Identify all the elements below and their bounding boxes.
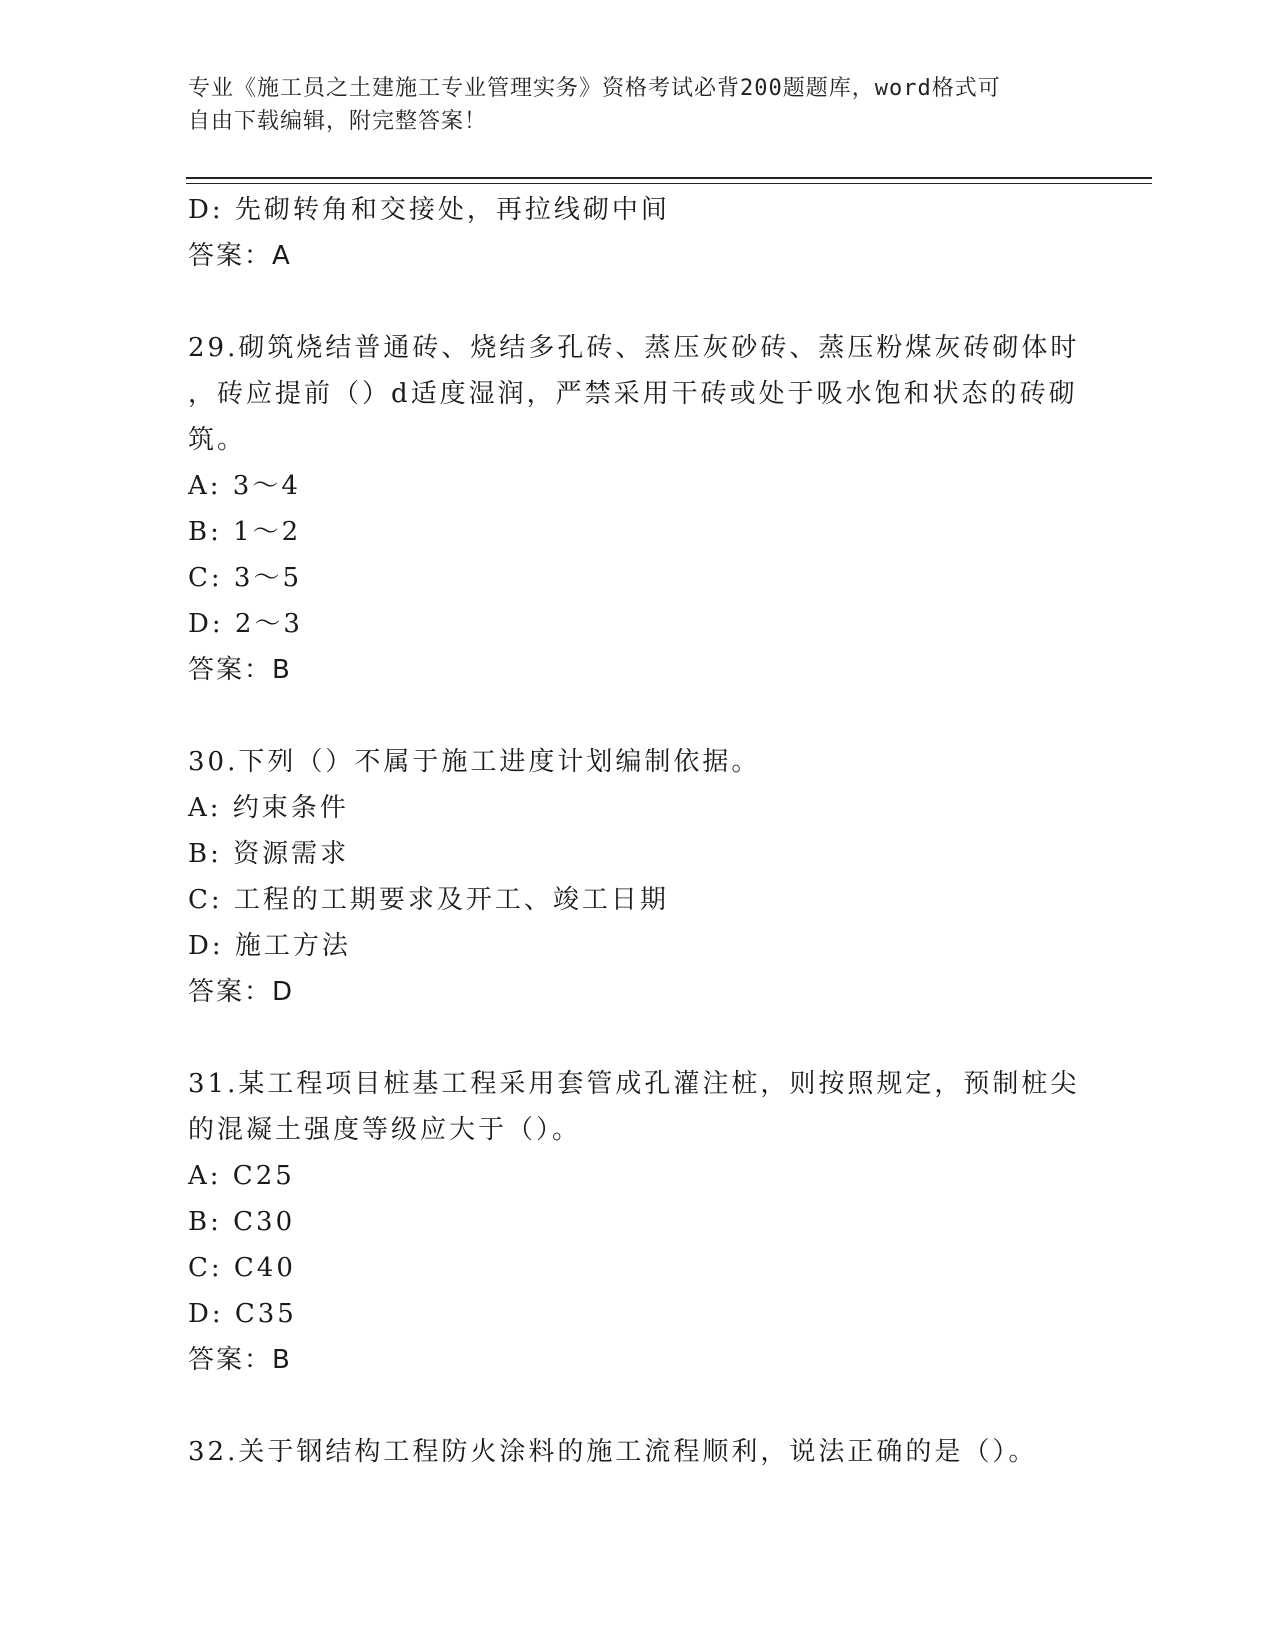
header-rule-thick bbox=[186, 177, 1152, 179]
question-30 bbox=[188, 739, 1088, 1015]
option-c: C: 工程的工期要求及开工、竣工日期 bbox=[188, 885, 669, 915]
header-line-1: 专业《施工员之土建施工专业管理实务》资格考试必背200题题库，word格式可 bbox=[188, 76, 1001, 101]
question-text: 32.关于钢结构工程防火涂料的施工流程顺利，说法正确的是（）。 bbox=[188, 1437, 1038, 1467]
document-header bbox=[188, 72, 1068, 138]
answer-line: 答案：B bbox=[188, 1345, 292, 1375]
option-d: D: 先砌转角和交接处，再拉线砌中间 bbox=[188, 195, 670, 225]
option-b: B: 1～2 bbox=[188, 517, 302, 547]
option-b: B: C30 bbox=[188, 1207, 296, 1237]
question-text: 的混凝土强度等级应大于（）。 bbox=[188, 1115, 582, 1145]
spacer bbox=[188, 279, 1088, 325]
option-c: C: 3～5 bbox=[188, 563, 303, 593]
question-text: 29.砌筑烧结普通砖、烧结多孔砖、蒸压灰砂砖、蒸压粉煤灰砖砌体时 bbox=[188, 333, 1080, 363]
option-a: A: 3～4 bbox=[188, 471, 301, 501]
answer-line: 答案：D bbox=[188, 977, 295, 1007]
option-b: B: 资源需求 bbox=[188, 839, 350, 869]
header-line-2: 自由下载编辑，附完整答案！ bbox=[188, 109, 488, 134]
question-29 bbox=[188, 325, 1088, 693]
option-c: C: C40 bbox=[188, 1253, 296, 1283]
option-a: A: C25 bbox=[188, 1161, 295, 1191]
question-32 bbox=[188, 1429, 1088, 1475]
question-text: 筑。 bbox=[188, 425, 247, 455]
answer-line: 答案：B bbox=[188, 655, 292, 685]
spacer bbox=[188, 693, 1088, 739]
header-rule-thin bbox=[186, 183, 1152, 184]
question-text: ，砖应提前（）d适度湿润，严禁采用干砖或处于吸水饱和状态的砖砌 bbox=[188, 379, 1078, 409]
spacer bbox=[188, 1383, 1088, 1429]
option-d: D: C35 bbox=[188, 1299, 297, 1329]
option-d: D: 施工方法 bbox=[188, 931, 351, 961]
document-body bbox=[188, 187, 1088, 1475]
option-a: A: 约束条件 bbox=[188, 793, 349, 823]
question-text: 31.某工程项目桩基工程采用套管成孔灌注桩，则按照规定，预制桩尖 bbox=[188, 1069, 1080, 1099]
option-d: D: 2～3 bbox=[188, 609, 303, 639]
answer-line: 答案：A bbox=[188, 241, 292, 271]
spacer bbox=[188, 1015, 1088, 1061]
question-text: 30.下列（）不属于施工进度计划编制依据。 bbox=[188, 747, 761, 777]
question-31 bbox=[188, 1061, 1088, 1383]
